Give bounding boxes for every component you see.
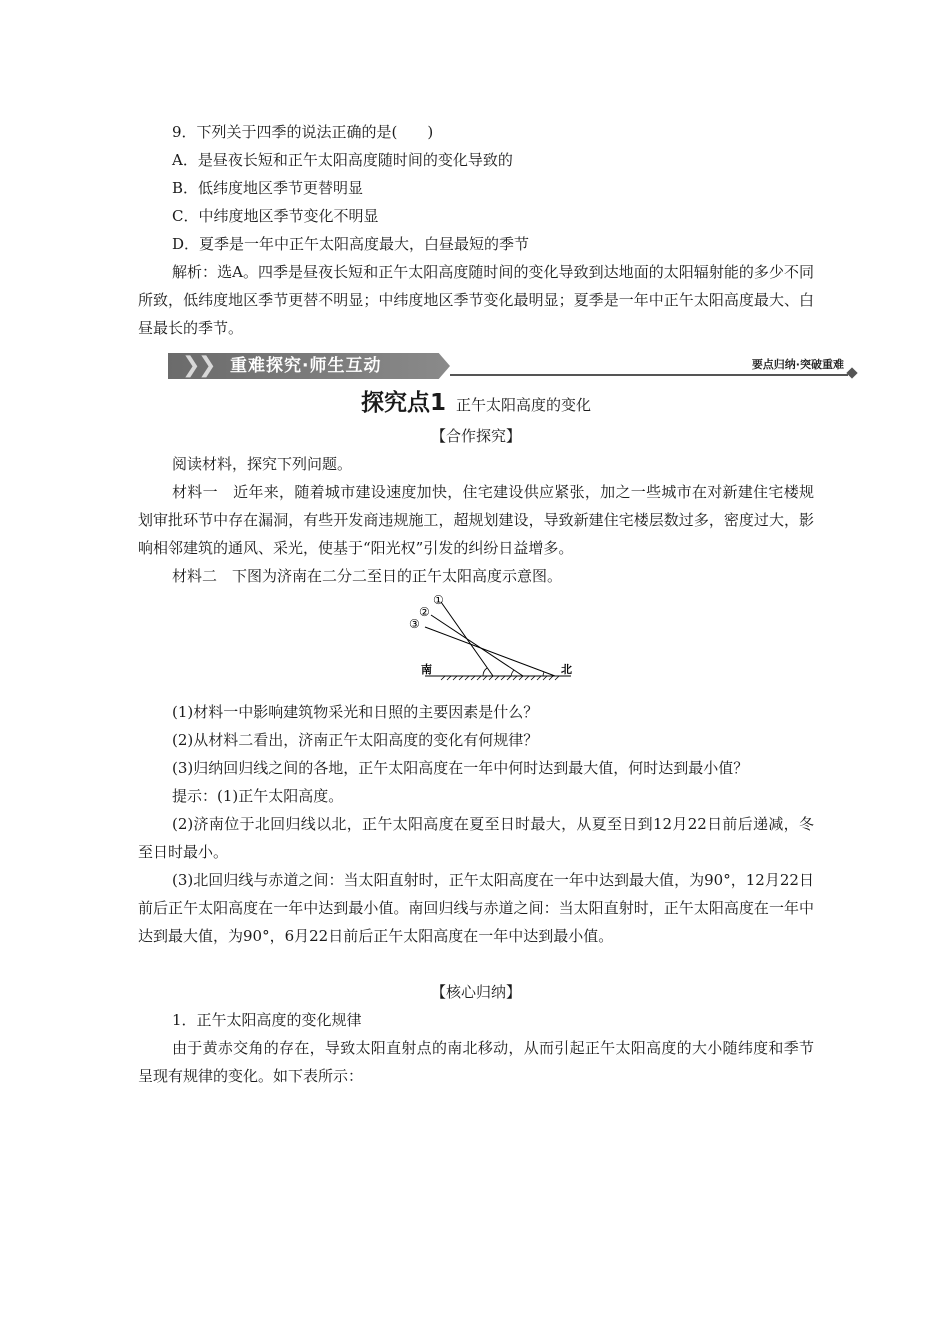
banner-rule xyxy=(450,374,848,376)
option-c: C．中纬度地区季节变化不明显 xyxy=(172,207,379,225)
option-b: B．低纬度地区季节更替明显 xyxy=(172,179,364,197)
marker-2: ② xyxy=(419,605,430,619)
label-south: 南 xyxy=(421,663,432,676)
material-1: 材料一 近年来，随着城市建设速度加快，住宅建设供应紧张，加之一些城市在对新建住宅楼规划审批环节中存在漏洞，有些开发商违规施工，超规划建设，导致新建住宅楼层数过多，密度过大，影响相邻建筑的通风、采光，使基于“阳光权”引发的纠纷日益增多。 xyxy=(138,483,814,557)
question-2: (2)从材料二看出，济南正午太阳高度的变化有何规律？ xyxy=(172,731,539,749)
label-north: 北 xyxy=(561,663,572,676)
cooperative-header: 【合作探究】 xyxy=(430,427,521,445)
angle-arc-2 xyxy=(511,670,514,676)
angle-arc-3 xyxy=(543,672,544,676)
ray-2 xyxy=(431,615,523,676)
topic-label: 探究点1 xyxy=(360,390,446,416)
sun-angle-diagram xyxy=(405,590,585,690)
material-2: 材料二 下图为济南在二分二至日的正午太阳高度示意图。 xyxy=(172,567,563,585)
chevron-right-icon: ❯ xyxy=(182,353,201,378)
analysis-paragraph: 解析：选A。四季是昼夜长短和正午太阳高度随时间的变化导致到达地面的太阳辐射能的多少不同所致，低纬度地区季节更替不明显；中纬度地区季节变化最明显；夏季是一年中正午太阳高度最大、白昼最长的季节。 xyxy=(138,263,814,337)
hint-1: 提示：(1)正午太阳高度。 xyxy=(172,787,344,805)
banner-subtitle: 要点归纳·突破重难 xyxy=(746,356,844,372)
marker-3: ③ xyxy=(409,617,420,631)
ray-3 xyxy=(425,627,555,676)
core-item-1: 1．正午太阳高度的变化规律 xyxy=(172,1011,362,1029)
topic-heading xyxy=(138,388,814,420)
core-text: 由于黄赤交角的存在，导致太阳直射点的南北移动，从而引起正午太阳高度的大小随纬度和季节呈现有规律的变化。如下表所示： xyxy=(138,1039,814,1085)
topic-title: 正午太阳高度的变化 xyxy=(456,396,592,414)
intro-text: 阅读材料，探究下列问题。 xyxy=(172,455,353,473)
core-header: 【核心归纳】 xyxy=(430,983,521,1001)
hint-2: (2)济南位于北回归线以北，正午太阳高度在夏至日时最大，从夏至日到12月22日前后递减，冬至日时最小。 xyxy=(138,815,814,861)
angle-arc-1 xyxy=(483,668,487,676)
diamond-icon xyxy=(846,367,857,378)
chevron-right-icon: ❯ xyxy=(198,353,217,378)
section-banner xyxy=(168,353,858,379)
question-9-stem: 9．下列关于四季的说法正确的是( ) xyxy=(172,123,434,141)
question-1: (1)材料一中影响建筑物采光和日照的主要因素是什么？ xyxy=(172,703,539,721)
question-3: (3)归纳回归线之间的各地，正午太阳高度在一年中何时达到最大值，何时达到最小值？ xyxy=(172,759,749,777)
option-d: D．夏季是一年中正午太阳高度最大，白昼最短的季节 xyxy=(172,235,530,253)
hint-3: (3)北回归线与赤道之间：当太阳直射时，正午太阳高度在一年中达到最大值，为90°，12月22日前后正午太阳高度在一年中达到最小值。南回归线与赤道之间：当太阳直射时，正午太阳高度在一年中达到最大值，为90°，6月22日前后正午太阳高度在一年中达到最小值。 xyxy=(138,871,814,945)
option-a: A．是昼夜长短和正午太阳高度随时间的变化导致的 xyxy=(172,151,513,169)
marker-1: ① xyxy=(433,593,444,607)
banner-title: 重难探究·师生互动 xyxy=(230,356,382,376)
